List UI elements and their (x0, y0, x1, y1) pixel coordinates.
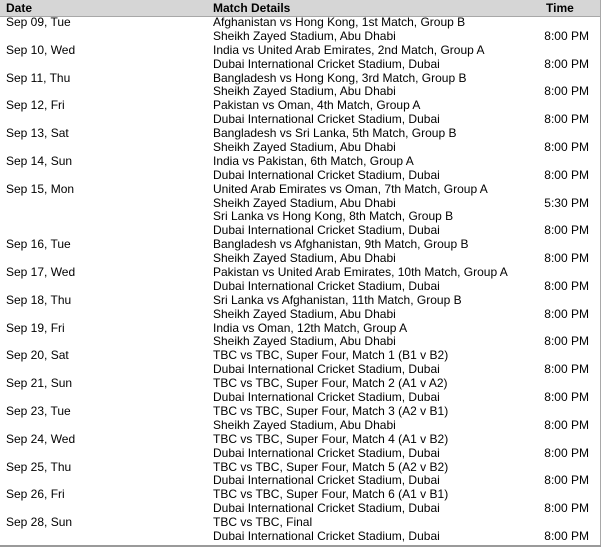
match-fixture: United Arab Emirates vs Oman, 7th Match, Group A (213, 181, 488, 196)
match-row-venue (0, 224, 601, 238)
match-row-venue (0, 197, 601, 211)
match-row-venue (0, 363, 601, 377)
match-fixture: Sri Lanka vs Afghanistan, 11th Match, Group B (213, 292, 462, 307)
schedule-rows (0, 16, 601, 544)
match-fixture: India vs Pakistan, 6th Match, Group A (213, 153, 414, 168)
match-venue: Sheikh Zayed Stadium, Abu Dhabi (213, 84, 396, 99)
match-time: 8:00 PM (544, 334, 589, 349)
match-row-venue (0, 474, 601, 488)
match-row-venue (0, 252, 601, 266)
match-row-fixture (0, 266, 601, 280)
match-fixture: Bangladesh vs Sri Lanka, 5th Match, Group B (213, 126, 457, 141)
match-date: Sep 18, Thu (6, 292, 72, 307)
match-row-venue (0, 280, 601, 294)
match-fixture: India vs United Arab Emirates, 2nd Match, Group A (213, 42, 485, 57)
match-row-fixture (0, 433, 601, 447)
match-fixture: Pakistan vs Oman, 4th Match, Group A (213, 98, 421, 113)
match-row-venue (0, 391, 601, 405)
match-venue: Sheikh Zayed Stadium, Abu Dhabi (213, 140, 396, 155)
match-row-fixture (0, 405, 601, 419)
match-venue: Dubai International Cricket Stadium, Dubai (213, 223, 440, 238)
match-time: 5:30 PM (544, 195, 589, 210)
match-row-fixture (0, 183, 601, 197)
match-row-fixture (0, 516, 601, 530)
match-row-fixture (0, 210, 601, 224)
match-venue: Dubai International Cricket Stadium, Dubai (213, 362, 440, 377)
match-row-venue (0, 141, 601, 155)
match-time: 8:00 PM (544, 417, 589, 432)
match-row-fixture (0, 461, 601, 475)
match-date: Sep 20, Sat (6, 348, 69, 363)
header-time: Time (546, 1, 574, 15)
match-date: Sep 15, Mon (6, 181, 75, 196)
match-date: Sep 10, Wed (6, 42, 76, 57)
match-row-venue (0, 447, 601, 461)
match-fixture: Bangladesh vs Hong Kong, 3rd Match, Group B (213, 70, 467, 85)
match-date: Sep 23, Tue (6, 403, 71, 418)
match-venue: Dubai International Cricket Stadium, Dubai (213, 445, 440, 460)
match-time: 8:00 PM (544, 473, 589, 488)
match-venue: Dubai International Cricket Stadium, Dubai (213, 278, 440, 293)
match-row-venue (0, 113, 601, 127)
match-fixture: TBC vs TBC, Super Four, Match 1 (B1 v B2) (213, 348, 449, 363)
match-date: Sep 13, Sat (6, 126, 69, 141)
match-time: 8:00 PM (544, 112, 589, 127)
match-row-fixture (0, 155, 601, 169)
match-date: Sep 11, Thu (6, 70, 71, 85)
match-venue: Dubai International Cricket Stadium, Dubai (213, 167, 440, 182)
match-row-fixture (0, 72, 601, 86)
match-venue: Sheikh Zayed Stadium, Abu Dhabi (213, 28, 396, 43)
match-fixture: Pakistan vs United Arab Emirates, 10th Match, Group A (213, 265, 508, 280)
match-time: 8:00 PM (544, 223, 589, 238)
match-row-fixture (0, 322, 601, 336)
match-time: 8:00 PM (544, 306, 589, 321)
match-row-venue (0, 58, 601, 72)
match-fixture: TBC vs TBC, Super Four, Match 2 (A1 v A2) (213, 376, 448, 391)
match-row-fixture (0, 44, 601, 58)
match-fixture: TBC vs TBC, Final (213, 515, 313, 530)
match-date: Sep 19, Fri (6, 320, 65, 335)
match-row-fixture (0, 16, 601, 30)
match-fixture: TBC vs TBC, Super Four, Match 4 (A1 v B2) (213, 431, 449, 446)
match-row-fixture (0, 127, 601, 141)
match-date: Sep 14, Sun (6, 153, 73, 168)
match-fixture: Afghanistan vs Hong Kong, 1st Match, Group B (213, 15, 466, 29)
match-venue: Sheikh Zayed Stadium, Abu Dhabi (213, 334, 396, 349)
match-time: 8:00 PM (544, 501, 589, 516)
match-time: 8:00 PM (544, 251, 589, 266)
match-venue: Dubai International Cricket Stadium, Dubai (213, 528, 440, 543)
match-fixture: TBC vs TBC, Super Four, Match 3 (A2 v B1) (213, 403, 449, 418)
match-venue: Dubai International Cricket Stadium, Dubai (213, 501, 440, 516)
match-date: Sep 26, Fri (6, 487, 65, 502)
match-venue: Dubai International Cricket Stadium, Dubai (213, 112, 440, 127)
match-date: Sep 17, Wed (6, 265, 76, 280)
match-time: 8:00 PM (544, 56, 589, 71)
match-venue: Sheikh Zayed Stadium, Abu Dhabi (213, 195, 396, 210)
match-date: Sep 21, Sun (6, 376, 73, 391)
match-time: 8:00 PM (544, 362, 589, 377)
match-row-fixture (0, 349, 601, 363)
match-fixture: TBC vs TBC, Super Four, Match 5 (A2 v B2) (213, 459, 449, 474)
match-time: 8:00 PM (544, 278, 589, 293)
match-date: Sep 25, Thu (6, 459, 72, 474)
match-row-fixture (0, 99, 601, 113)
match-time: 8:00 PM (544, 167, 589, 182)
match-time: 8:00 PM (544, 140, 589, 155)
header-date: Date (6, 1, 33, 15)
match-row-venue (0, 502, 601, 516)
match-row-fixture (0, 488, 601, 502)
match-date: Sep 28, Sun (6, 515, 73, 530)
match-venue: Sheikh Zayed Stadium, Abu Dhabi (213, 417, 396, 432)
match-venue: Dubai International Cricket Stadium, Dubai (213, 56, 440, 71)
match-venue: Sheikh Zayed Stadium, Abu Dhabi (213, 251, 396, 266)
match-time: 8:00 PM (544, 390, 589, 405)
match-row-fixture (0, 238, 601, 252)
match-date: Sep 09, Tue (6, 15, 71, 29)
match-time: 8:00 PM (544, 445, 589, 460)
match-date: Sep 24, Wed (6, 431, 76, 446)
match-venue: Dubai International Cricket Stadium, Dubai (213, 473, 440, 488)
match-time: 8:00 PM (544, 528, 589, 543)
header-match-details: Match Details (213, 1, 291, 15)
match-date: Sep 16, Tue (6, 237, 71, 252)
match-fixture: India vs Oman, 12th Match, Group A (213, 320, 408, 335)
match-date: Sep 12, Fri (6, 98, 65, 113)
match-venue: Sheikh Zayed Stadium, Abu Dhabi (213, 306, 396, 321)
match-row-venue (0, 169, 601, 183)
match-fixture: Sri Lanka vs Hong Kong, 8th Match, Group B (213, 209, 454, 224)
match-row-venue (0, 308, 601, 322)
match-time: 8:00 PM (544, 28, 589, 43)
match-row-venue (0, 419, 601, 433)
match-row-fixture (0, 377, 601, 391)
match-row-venue (0, 530, 601, 544)
match-venue: Dubai International Cricket Stadium, Dubai (213, 390, 440, 405)
match-row-venue (0, 30, 601, 44)
match-fixture: TBC vs TBC, Super Four, Match 6 (A1 v B1) (213, 487, 449, 502)
match-row-fixture (0, 294, 601, 308)
match-row-venue (0, 85, 601, 99)
match-row-venue (0, 335, 601, 349)
match-time: 8:00 PM (544, 84, 589, 99)
match-fixture: Bangladesh vs Afghanistan, 9th Match, Group B (213, 237, 469, 252)
